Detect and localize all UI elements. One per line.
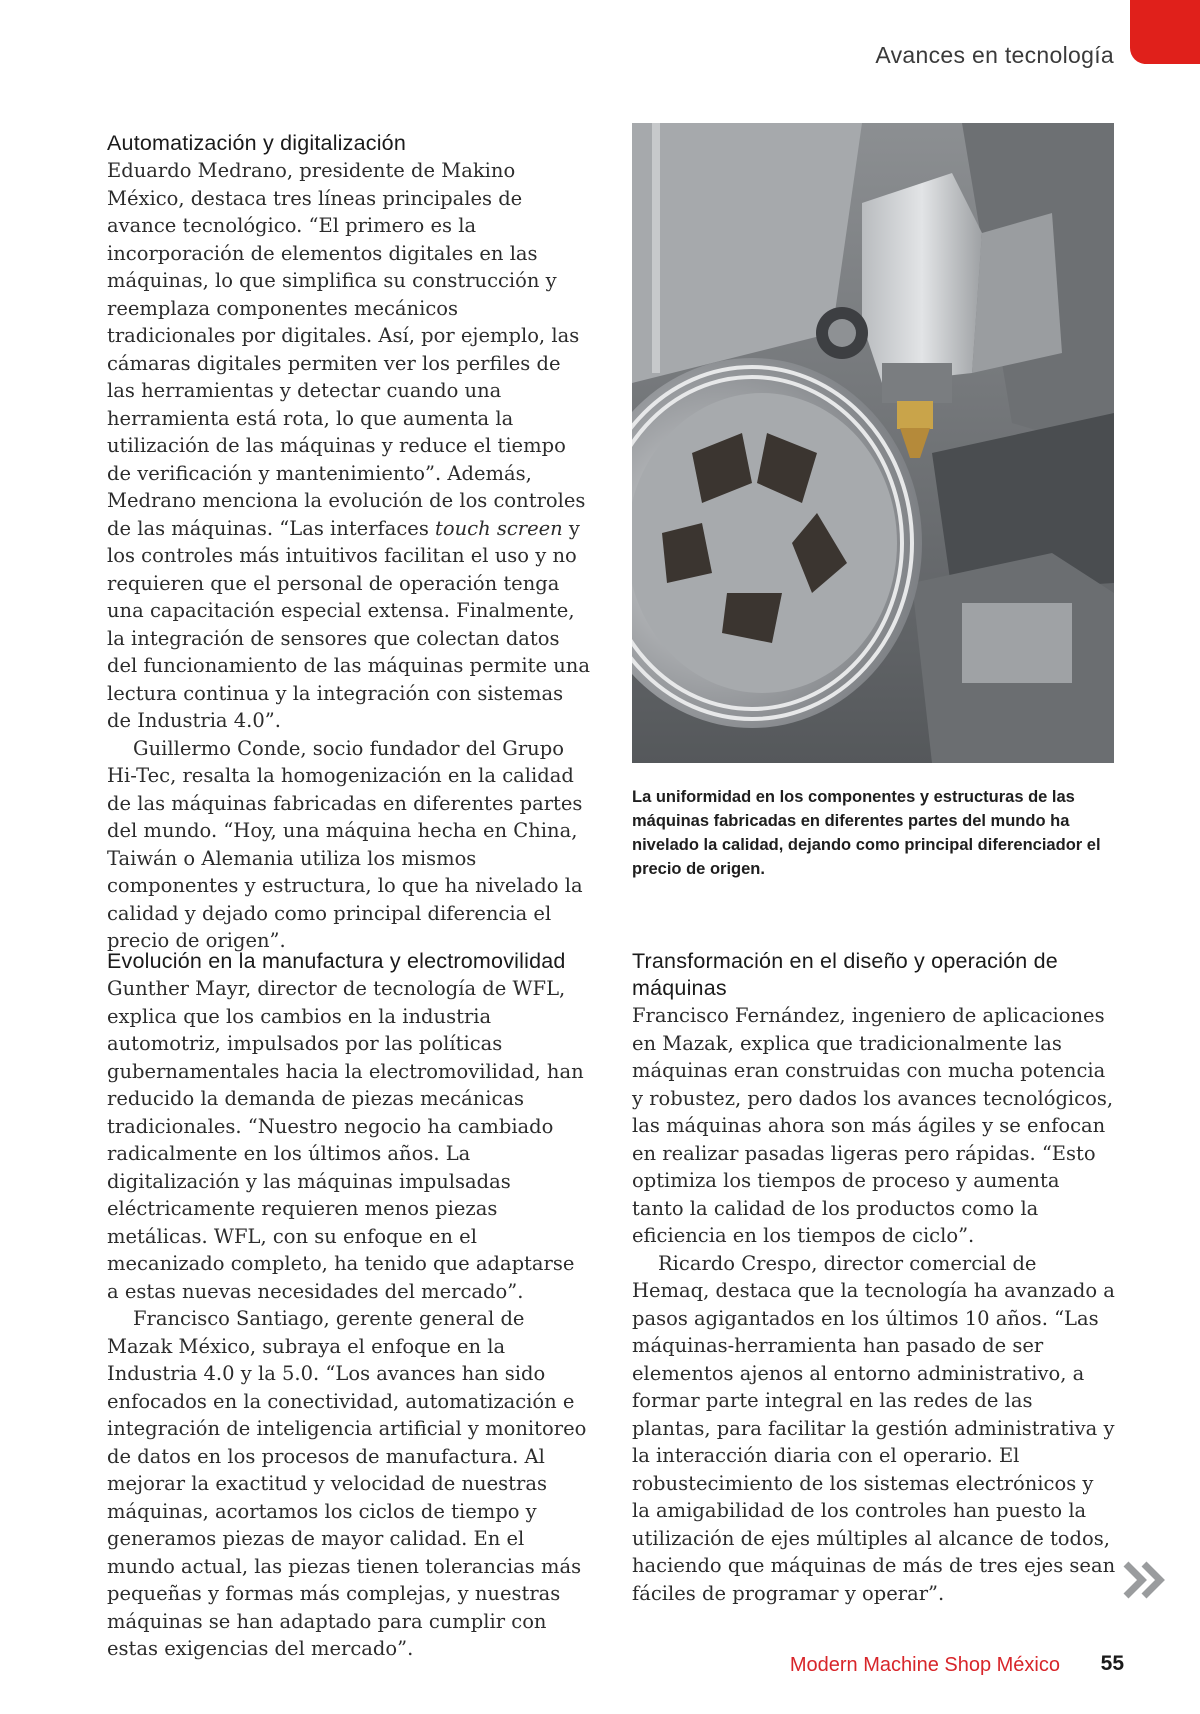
- paragraph-mayr: Gunther Mayr, director de tecnología de WFL, explica que los cambios en la industria automotriz, impulsados por las políticas gubernamentales hacia la electromovilidad, han reducido la demanda de piezas mecánicas tradicionales. “Nuestro negocio ha cambiado radicalmente en los últimos años. La digitalización y las máquinas impulsadas eléctricamente requieren menos piezas metálicas. WFL, con su enfoque en el mecanizado completo, ha tenido que adaptarse a estas nuevas necesidades del mercado”.: [107, 977, 584, 1303]
- column-left-bottom: [107, 948, 592, 1663]
- section-color-tab: [1130, 0, 1200, 64]
- heading-evolucion: Evolución en la manufactura y electromovilidad: [107, 949, 566, 973]
- footer-magazine-name: Modern Machine Shop México: [789, 1654, 1060, 1676]
- heading-transformacion: Transformación en el diseño y operación de máquinas: [632, 949, 1058, 1000]
- paragraph-medrano: Eduardo Medrano, presidente de Makino México, destaca tres líneas principales de avance tecnológico. “El primero es la incorporación de elementos digitales en las máquinas, lo que simplifica su construcción y reemplaza componentes mecánicos tradicionales por digitales. Así, por ejemplo, las cámaras digitales permiten ver los perfiles de las herramientas y detectar cuando una herramienta está rota, lo que aumenta la utilización de las máquinas y reduce el tiempo de verificación y mantenimiento”. Además, Medrano menciona la evolución de los controles de las máquinas. “Las interfaces touch screen y los controles más intuitivos facilitan el uso y no requieren que el personal de operación tenga una capacitación especial extensa. Finalmente, la integración de sensores que colectan datos del funcionamiento de las máquinas permite una lectura continua y la integración con sistemas de Industria 4.0”.: [107, 159, 590, 732]
- photo-caption: La uniformidad en los componentes y estructuras de las máquinas fabricadas en diferentes partes del mundo ha nivelado la calidad, dejando como principal diferenciador el precio de origen.: [632, 788, 1101, 878]
- section-title: Avances en tecnología: [875, 42, 1114, 68]
- heading-automatizacion: Automatización y digitalización: [107, 131, 406, 155]
- paragraph-santiago: Francisco Santiago, gerente general de Mazak México, subraya el enfoque en la Industria 4.0 y la 5.0. “Los avances han sido enfocados en la conectividad, automatización e integración de inteligencia artificial y monitoreo de datos en los procesos de manufactura. Al mejorar la exactitud y velocidad de nuestras máquinas, acortamos los ciclos de tiempo y generamos piezas de mayor calidad. En el mundo actual, las piezas tienen tolerancias más pequeñas y formas más complejas, y nuestras máquinas se han adaptado para cumplir con estas exigencias del mercado”.: [107, 1307, 587, 1660]
- machine-photo-illustration: [632, 123, 1114, 763]
- column-left-top: [107, 130, 592, 955]
- paragraph-crespo: Ricardo Crespo, director comercial de Hemaq, destaca que la tecnología ha avanzado a pasos agigantados en los últimos 10 años. “Las máquinas-herramienta han pasado de ser elementos ajenos al entorno administrativo, a formar parte integral en las redes de las plantas, para facilitar la gestión administrativa y la interacción diaria con el operario. El robustecimiento de los sistemas electrónicos y la amigabilidad de los controles han puesto la utilización de ejes múltiples al alcance de todos, haciendo que máquinas de más de tres ejes sean fáciles de programar y operar”.: [632, 1251, 1116, 1605]
- double-chevron-right-icon[interactable]: [1122, 1560, 1166, 1600]
- paragraph-conde: Guillermo Conde, socio fundador del Grupo Hi-Tec, resalta la homogenización en la calidad de las máquinas fabricadas en diferentes partes del mundo. “Hoy, una máquina hecha en China, Taiwán o Alemania utiliza los mismos componentes y estructura, lo que ha nivelado la calidad y dejado como principal diferencia el precio de origen”.: [107, 736, 583, 952]
- paragraph-fernandez: Francisco Fernández, ingeniero de aplicaciones en Mazak, explica que tradicionalmente las máquinas eran construidas con mucha potencia y robustez, pero dados los avances tecnológicos, las máquinas ahora son más ágiles y se enfocan en realizar pasadas ligeras pero rápidas. “Esto optimiza los tiempos de proceso y aumenta tanto la calidad de los productos como la eficiencia en los tiempos de ciclo”.: [632, 1004, 1114, 1247]
- machine-photo: [632, 123, 1114, 763]
- emphasis-touch-screen: touch screen: [435, 516, 563, 540]
- page-number: 55: [1100, 1652, 1124, 1675]
- column-right-bottom: [632, 948, 1117, 1607]
